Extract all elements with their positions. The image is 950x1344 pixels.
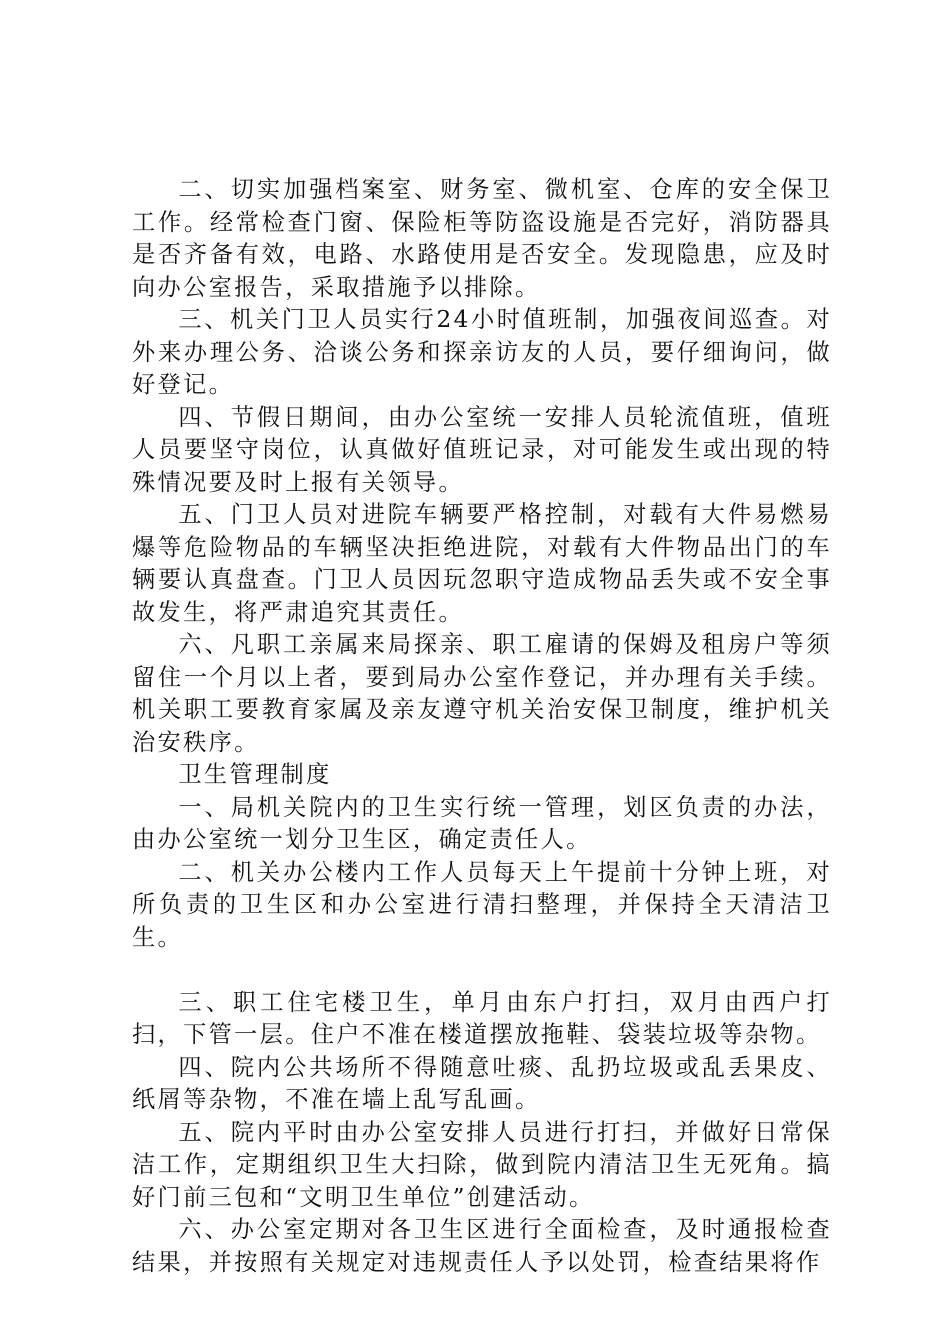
paragraph-visitor-registration: 六、凡职工亲属来局探亲、职工雇请的保姆及租房户等须留住一个月以上者，要到局办公室作登记，并办理有关手续。机关职工要教育家属及亲友遵守机关治安保卫制度，维护机关治安秩序。 [132, 631, 832, 756]
paragraph-residential-cleaning: 三、职工住宅楼卫生，单月由东户打扫，双月由西户打扫，下管一层。住户不准在楼道摆放拖鞋、袋装垃圾等杂物。 [132, 988, 832, 1048]
paragraph-holiday-duty: 四、节假日期间，由办公室统一安排人员轮流值班，值班人员要坚守岗位，认真做好值班记录，对可能发生或出现的特殊情况要及时上报有关领导。 [132, 403, 832, 496]
paragraph-inspection: 六、办公室定期对各卫生区进行全面检查，及时通报检查结果，并按照有关规定对违规责任人予以处罚，检查结果将作 [132, 1216, 832, 1276]
paragraph-hygiene-management: 一、局机关院内的卫生实行统一管理，划区负责的办法，由办公室统一划分卫生区，确定责任人。 [132, 793, 832, 853]
document-body [132, 174, 832, 1279]
paragraph-vehicle-control: 五、门卫人员对进院车辆要严格控制，对载有大件易燃易爆等危险物品的车辆坚决拒绝进院，对载有大件物品出门的车辆要认真盘查。门卫人员因玩忽职守造成物品丢失或不安全事故发生，将严肃追究其责任。 [132, 501, 832, 626]
paragraph-guard-duty: 三、机关门卫人员实行24小时值班制，加强夜间巡查。对外来办理公务、洽谈公务和探亲访友的人员，要仔细询问，做好登记。 [132, 306, 832, 398]
paragraph-archive-security: 二、切实加强档案室、财务室、微机室、仓库的安全保卫工作。经常检查门窗、保险柜等防盗设施是否完好，消防器具是否齐备有效，电路、水路使用是否安全。发现隐患，应及时向办公室报告，采取措施予以排除。 [132, 176, 832, 301]
paragraph-public-areas: 四、院内公共场所不得随意吐痰、乱扔垃圾或乱丢果皮、纸屑等杂物，不准在墙上乱写乱画。 [132, 1053, 832, 1113]
paragraph-daily-cleaning: 五、院内平时由办公室安排人员进行打扫，并做好日常保洁工作，定期组织卫生大扫除，做到院内清洁卫生无死角。搞好门前三包和“文明卫生单位”创建活动。 [132, 1118, 832, 1211]
paragraph-office-cleaning: 二、机关办公楼内工作人员每天上午提前十分钟上班，对所负责的卫生区和办公室进行清扫整理，并保持全天清洁卫生。 [132, 858, 832, 951]
section-heading-hygiene: 卫生管理制度 [178, 761, 332, 788]
